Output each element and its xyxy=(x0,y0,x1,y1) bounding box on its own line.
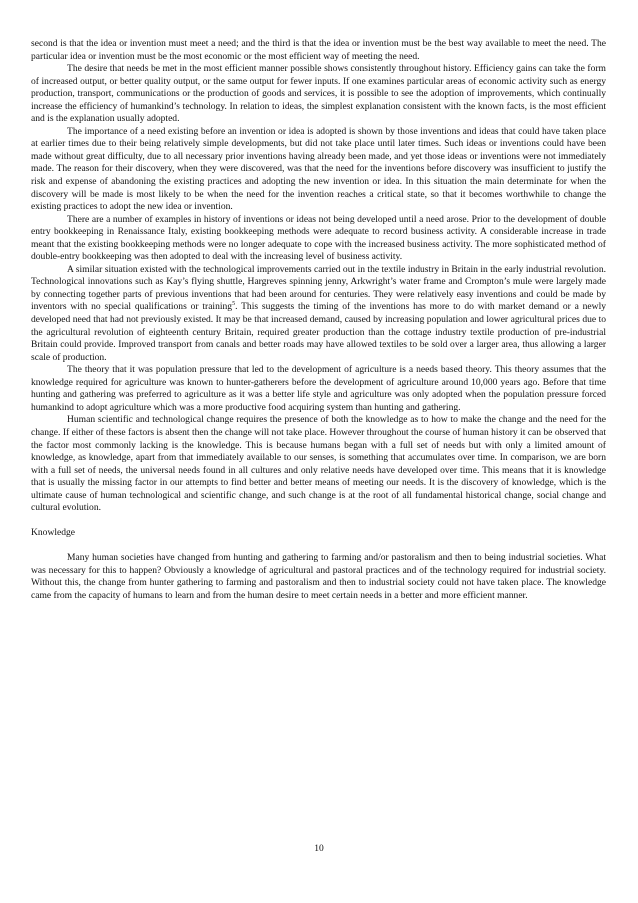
paragraph-2: The desire that needs be met in the most efficient manner possible shows consistently throughout history. Efficiency gains can take the form of increased output, or better quality output, or the same output for fewer inputs. If one examines particular areas of economic activity such as energy production, transport, communications or the production of goods and services, it is possible to see the adoption of improvements, which continually increase the efficiency of humankind’s technology. In relation to ideas, the simplest explanation consistent with the known facts, is the most efficient and is the explanation usually adopted. xyxy=(31,63,606,125)
paragraph-8: Many human societies have changed from hunting and gathering to farming and/or pastoralism and then to being industrial societies. What was necessary for this to happen? Obviously a knowledge of agricultural and pastoral practices and of the technology required for industrial society. Without this, the change from hunter gathering to farming and pastoralism and then to industrial society could not have taken place. The knowledge came from the capacity of humans to learn and from the human desire to meet certain needs in a better and more efficient manner. xyxy=(31,552,606,601)
paragraph-3: The importance of a need existing before an invention or idea is adopted is shown by those inventions and ideas that could have taken place at earlier times due to their being relatively simple developments, but did not take place until later times. Such ideas or inventions could have been made without great difficulty, due to all necessary prior inventions having already been made, and yet those ideas or inventions were not immediately made. The reason for their discovery, when they were discovered, was that the need for the inventions before discovery was insufficient to justify the risk and expense of abandoning the existing practices and adopting the new invention or idea. In this situation the main determinate for when the discovery will be made is most likely to be when the need for the invention reaches a critical state, so that it becomes worthwhile to change the existing practices to adopt the new idea or invention. xyxy=(31,125,606,213)
footnote-marker: 5 xyxy=(232,301,236,308)
paragraph-1: second is that the idea or invention must meet a need; and the third is that the idea or invention must be the best way available to meet the need. The particular idea or invention must be the most economic or the most efficient way of meeting the need. xyxy=(31,38,606,62)
paragraph-6: The theory that it was population pressure that led to the development of agriculture is a needs based theory. This theory assumes that the knowledge required for agriculture was known to hunter-gatherers before the development of agriculture around 10,000 years ago. Before that time hunting and gathering was preferred to agriculture as it was a better life style and agriculture was only adopted when the population pressure forced humankind to adopt agriculture which was a more productive food acquiring system than hunting and gathering. xyxy=(31,364,606,413)
paragraph-5-text-a: A similar situation existed with the technological improvements carried out in the textile industry in Britain in the early industrial revolution. Technological innovations such as Kay’s flying shuttle, Hargreves spinning jenny, Arkwright’s water frame and Crompton’s mule were largely made by connecting together parts of previous inventions that had been around for centuries. They were relatively easy inventions and could be made by inventors with no special qualifications or training xyxy=(31,263,606,313)
paragraph-4: There are a number of examples in history of inventions or ideas not being developed until a need arose. Prior to the development of double entry bookkeeping in Renaissance Italy, existing bookkeeping methods were adequate to record business activity. A considerable increase in trade meant that the existing bookkeeping methods were no longer adequate to cope with the increased business activity. The more sophisticated method of double-entry bookkeeping was then adopted to deal with the increasing level of business activity. xyxy=(31,213,606,263)
paragraph-5 xyxy=(31,264,606,364)
document-body xyxy=(31,38,606,603)
paragraph-7: Human scientific and technological change requires the presence of both the knowledge as to how to make the change and the need for the change. If either of these factors is absent then the change will not take place. However throughout the course of human history it can be observed that the factor most commonly lacking is the knowledge. This is because humans began with a full set of needs but with only a limited amount of knowledge, as knowledge, apart from that immediately available to our senses, is something that accumulates over time. In comparison, we are born with a full set of needs, the universal needs found in all cultures and only relative needs have developed over time. This means that it is knowledge that is usually the missing factor in our attempts to find better and better means of meeting our needs. It is the discovery of knowledge, which is the ultimate cause of human technological and scientific change, and such change is at the root of all fundamental historical change, social change and cultural evolution. xyxy=(31,414,606,514)
paragraph-5-text-b: . This suggests the timing of the inventions has more to do with market demand or a newly developed need that had not previously existed. It may be that increased demand, caused by increasing population and lower agricultural prices due to the agricultural revolution of eighteenth century Britain, required greater production than the cottage industry textile production of pre-industrial Britain could provide. Improved transport from canals and better roads may have allowed textiles to be sold over a larger area, thus allowing a larger scale of production. xyxy=(31,301,606,363)
section-heading: Knowledge xyxy=(31,527,76,539)
page-number: 10 xyxy=(314,844,324,854)
